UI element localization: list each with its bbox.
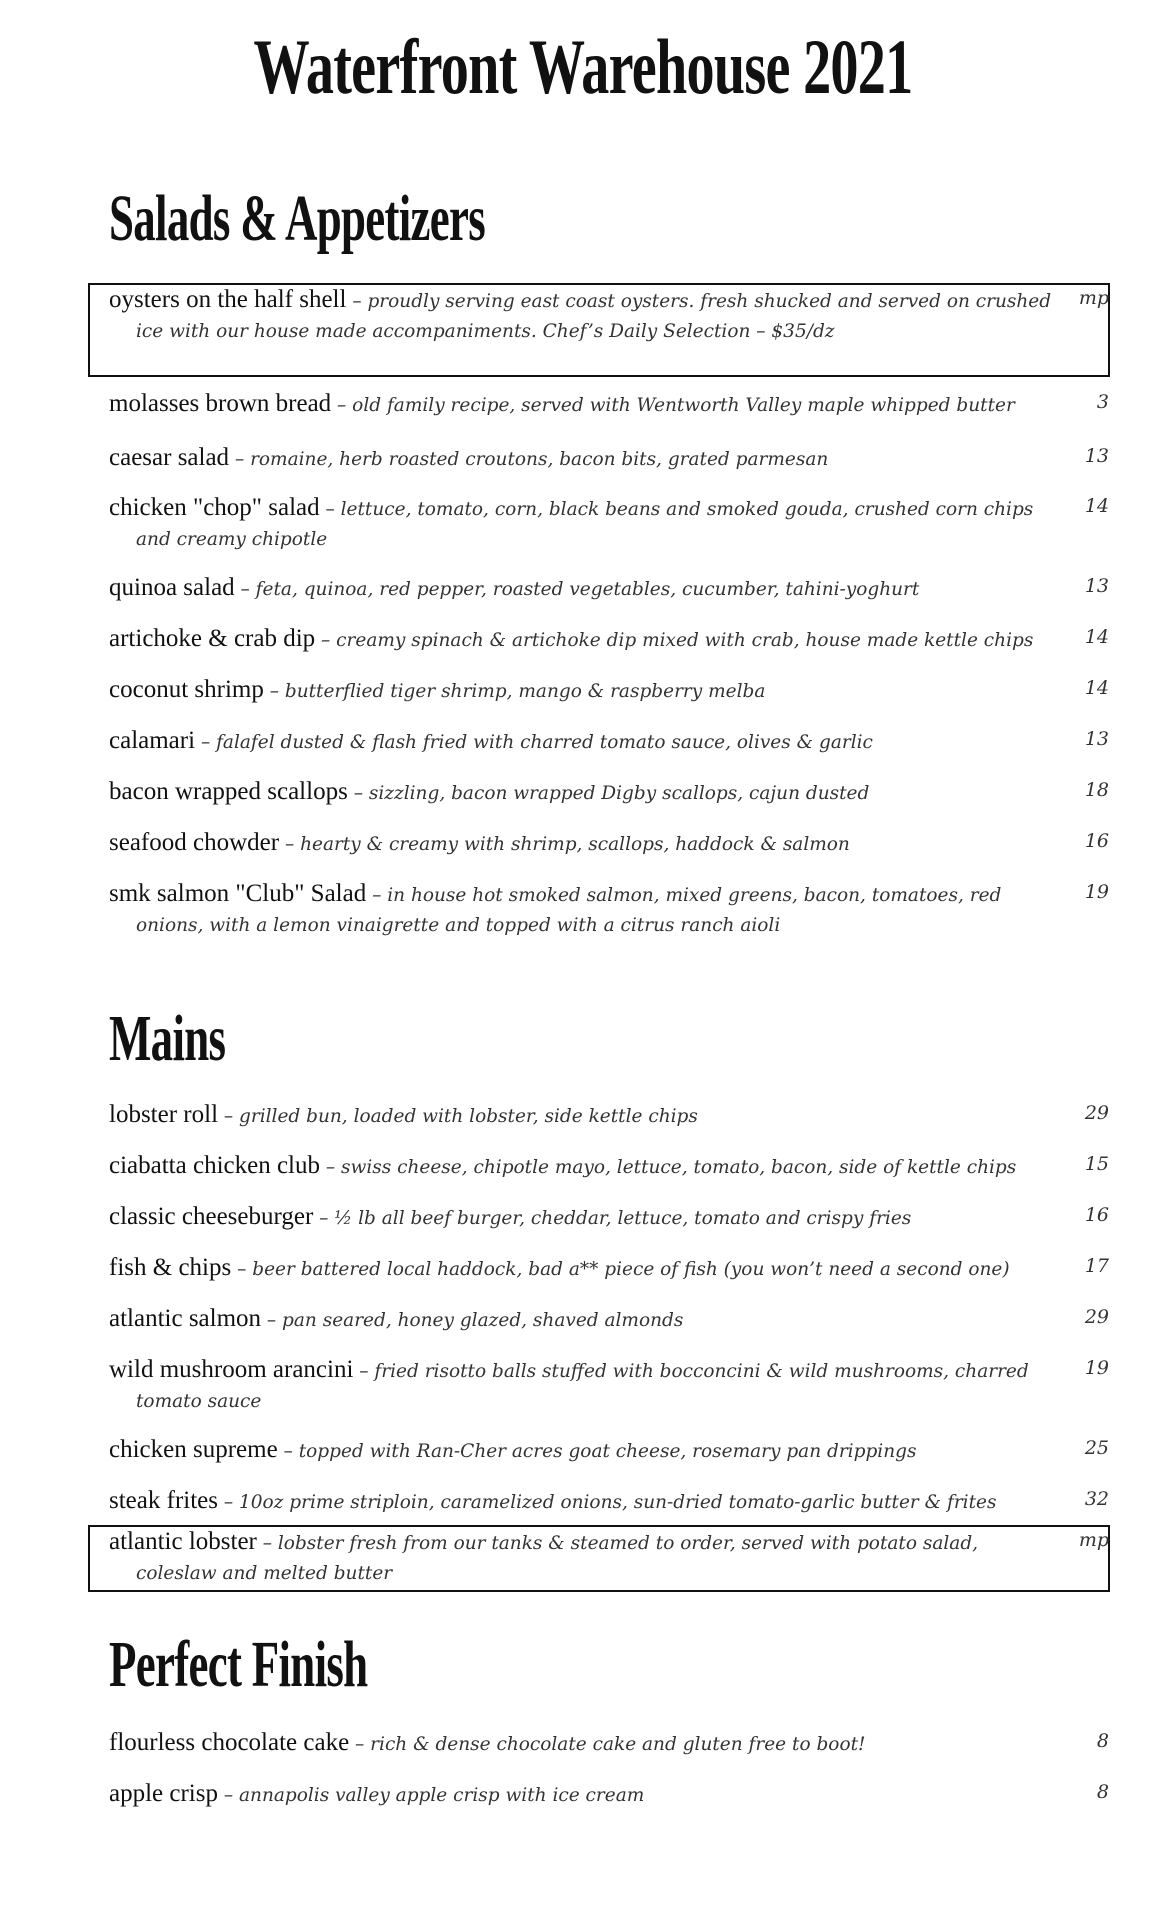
item-description: – old family recipe, served with Wentworth Valley maple whipped butter: [331, 395, 1015, 416]
menu-item: [109, 1203, 1109, 1233]
item-price: 8: [1096, 1781, 1109, 1803]
item-price: 29: [1084, 1306, 1109, 1328]
menu-item: [109, 676, 1109, 706]
item-price: 3: [1096, 391, 1109, 413]
item-description: – lettuce, tomato, corn, black beans and smoked gouda, crushed corn chips and creamy chipotle: [136, 499, 1034, 550]
menu-item: [109, 1780, 1109, 1810]
item-price: 18: [1084, 779, 1109, 801]
item-description: – swiss cheese, chipotle mayo, lettuce, tomato, bacon, side of kettle chips: [320, 1157, 1017, 1178]
item-description: – lobster fresh from our tanks & steamed to order, served with potato salad, coleslaw and melted butter: [136, 1533, 979, 1584]
menu-item: [109, 880, 1109, 940]
item-name: calamari: [109, 727, 196, 754]
item-description: – in house hot smoked salmon, mixed greens, bacon, tomatoes, red onions, with a lemon vinaigrette and topped with a citrus ranch aioli: [136, 885, 1002, 936]
item-description: – topped with Ran-Cher acres goat cheese, rosemary pan drippings: [277, 1441, 917, 1462]
item-description: – butterflied tiger shrimp, mango & raspberry melba: [263, 681, 766, 702]
menu-item: [109, 1729, 1109, 1759]
menu-item: [109, 778, 1109, 808]
item-name: wild mushroom arancini: [109, 1356, 354, 1383]
item-name: ciabatta chicken club: [109, 1152, 320, 1179]
item-description: – annapolis valley apple crisp with ice cream: [217, 1785, 645, 1806]
item-name: quinoa salad: [109, 574, 235, 601]
item-name: lobster roll: [109, 1101, 219, 1128]
menu-item: [109, 1436, 1109, 1466]
item-description: – romaine, herb roasted croutons, bacon bits, grated parmesan: [229, 449, 829, 470]
item-description: – beer battered local haddock, bad a** piece of fish (you won’t need a second one): [231, 1259, 1010, 1280]
item-description: – rich & dense chocolate cake and gluten free to boot!: [349, 1734, 866, 1755]
menu-item: [109, 286, 1109, 346]
menu-item: [109, 1487, 1109, 1517]
menu-item: [109, 625, 1109, 655]
item-name: fish & chips: [109, 1254, 232, 1281]
item-price: 32: [1084, 1488, 1109, 1510]
item-description: – falafel dusted & flash fried with charred tomato sauce, olives & garlic: [195, 732, 873, 753]
item-price: 19: [1084, 881, 1109, 903]
item-price: 16: [1084, 830, 1109, 852]
section-title-mains: Mains: [109, 1002, 226, 1075]
menu-item: [109, 727, 1109, 757]
item-price: 16: [1084, 1204, 1109, 1226]
item-description: – fried risotto balls stuffed with bocconcini & wild mushrooms, charred tomato sauce: [136, 1361, 1029, 1412]
item-name: coconut shrimp: [109, 676, 264, 703]
item-name: classic cheeseburger: [109, 1203, 314, 1230]
item-price: 13: [1084, 575, 1109, 597]
item-name: molasses brown bread: [109, 390, 332, 417]
item-price: 13: [1084, 445, 1109, 467]
item-name: flourless chocolate cake: [109, 1729, 350, 1756]
menu-item: [109, 390, 1109, 420]
section-title-perfect-finish: Perfect Finish: [109, 1628, 368, 1701]
item-price: 13: [1084, 728, 1109, 750]
menu-item: [109, 494, 1109, 554]
item-name: bacon wrapped scallops: [109, 778, 348, 805]
menu-item: [109, 444, 1109, 474]
item-description: – creamy spinach & artichoke dip mixed with crab, house made kettle chips: [315, 630, 1034, 651]
item-description: – hearty & creamy with shrimp, scallops, haddock & salmon: [279, 834, 850, 855]
item-name: atlantic lobster: [109, 1528, 257, 1555]
item-price: 15: [1084, 1153, 1109, 1175]
item-name: apple crisp: [109, 1780, 218, 1807]
item-price: 17: [1084, 1255, 1109, 1277]
item-price: mp: [1078, 287, 1109, 309]
menu-item: [109, 1305, 1109, 1335]
item-name: artichoke & crab dip: [109, 625, 316, 652]
item-name: caesar salad: [109, 444, 230, 471]
menu-item: [109, 1254, 1109, 1284]
menu-item: [109, 1152, 1109, 1182]
menu-item: [109, 829, 1109, 859]
item-name: atlantic salmon: [109, 1305, 262, 1332]
item-price: 14: [1084, 495, 1109, 517]
menu-item: [109, 1101, 1109, 1131]
item-name: chicken supreme: [109, 1436, 278, 1463]
item-price: 29: [1084, 1102, 1109, 1124]
menu-title: Waterfront Warehouse 2021: [253, 23, 913, 110]
item-name: oysters on the half shell: [109, 286, 347, 313]
item-description: – grilled bun, loaded with lobster, side kettle chips: [218, 1106, 698, 1127]
item-name: seafood chowder: [109, 829, 280, 856]
item-description: – feta, quinoa, red pepper, roasted vegetables, cucumber, tahini-yoghurt: [234, 579, 920, 600]
menu-item: [109, 574, 1109, 604]
item-description: – proudly serving east coast oysters. fresh shucked and served on crushed ice with our house made accompaniments. Chef’s Daily Selection – $35/dz: [136, 291, 1052, 342]
section-title-salads-appetizers: Salads & Appetizers: [109, 182, 486, 255]
item-price: mp: [1078, 1529, 1109, 1551]
item-name: steak frites: [109, 1487, 218, 1514]
item-description: – pan seared, honey glazed, shaved almonds: [261, 1310, 684, 1331]
item-price: 8: [1096, 1730, 1109, 1752]
menu-item: [109, 1528, 1109, 1588]
item-price: 19: [1084, 1357, 1109, 1379]
item-price: 14: [1084, 626, 1109, 648]
item-price: 14: [1084, 677, 1109, 699]
item-description: – ½ lb all beef burger, cheddar, lettuce, tomato and crispy fries: [313, 1208, 912, 1229]
item-name: chicken "chop" salad: [109, 494, 320, 521]
item-description: – sizzling, bacon wrapped Digby scallops, cajun dusted: [347, 783, 870, 804]
item-description: – 10oz prime striploin, caramelized onions, sun-dried tomato-garlic butter & frites: [217, 1492, 997, 1513]
item-price: 25: [1084, 1437, 1109, 1459]
menu-item: [109, 1356, 1109, 1416]
item-name: smk salmon "Club" Salad: [109, 880, 367, 907]
